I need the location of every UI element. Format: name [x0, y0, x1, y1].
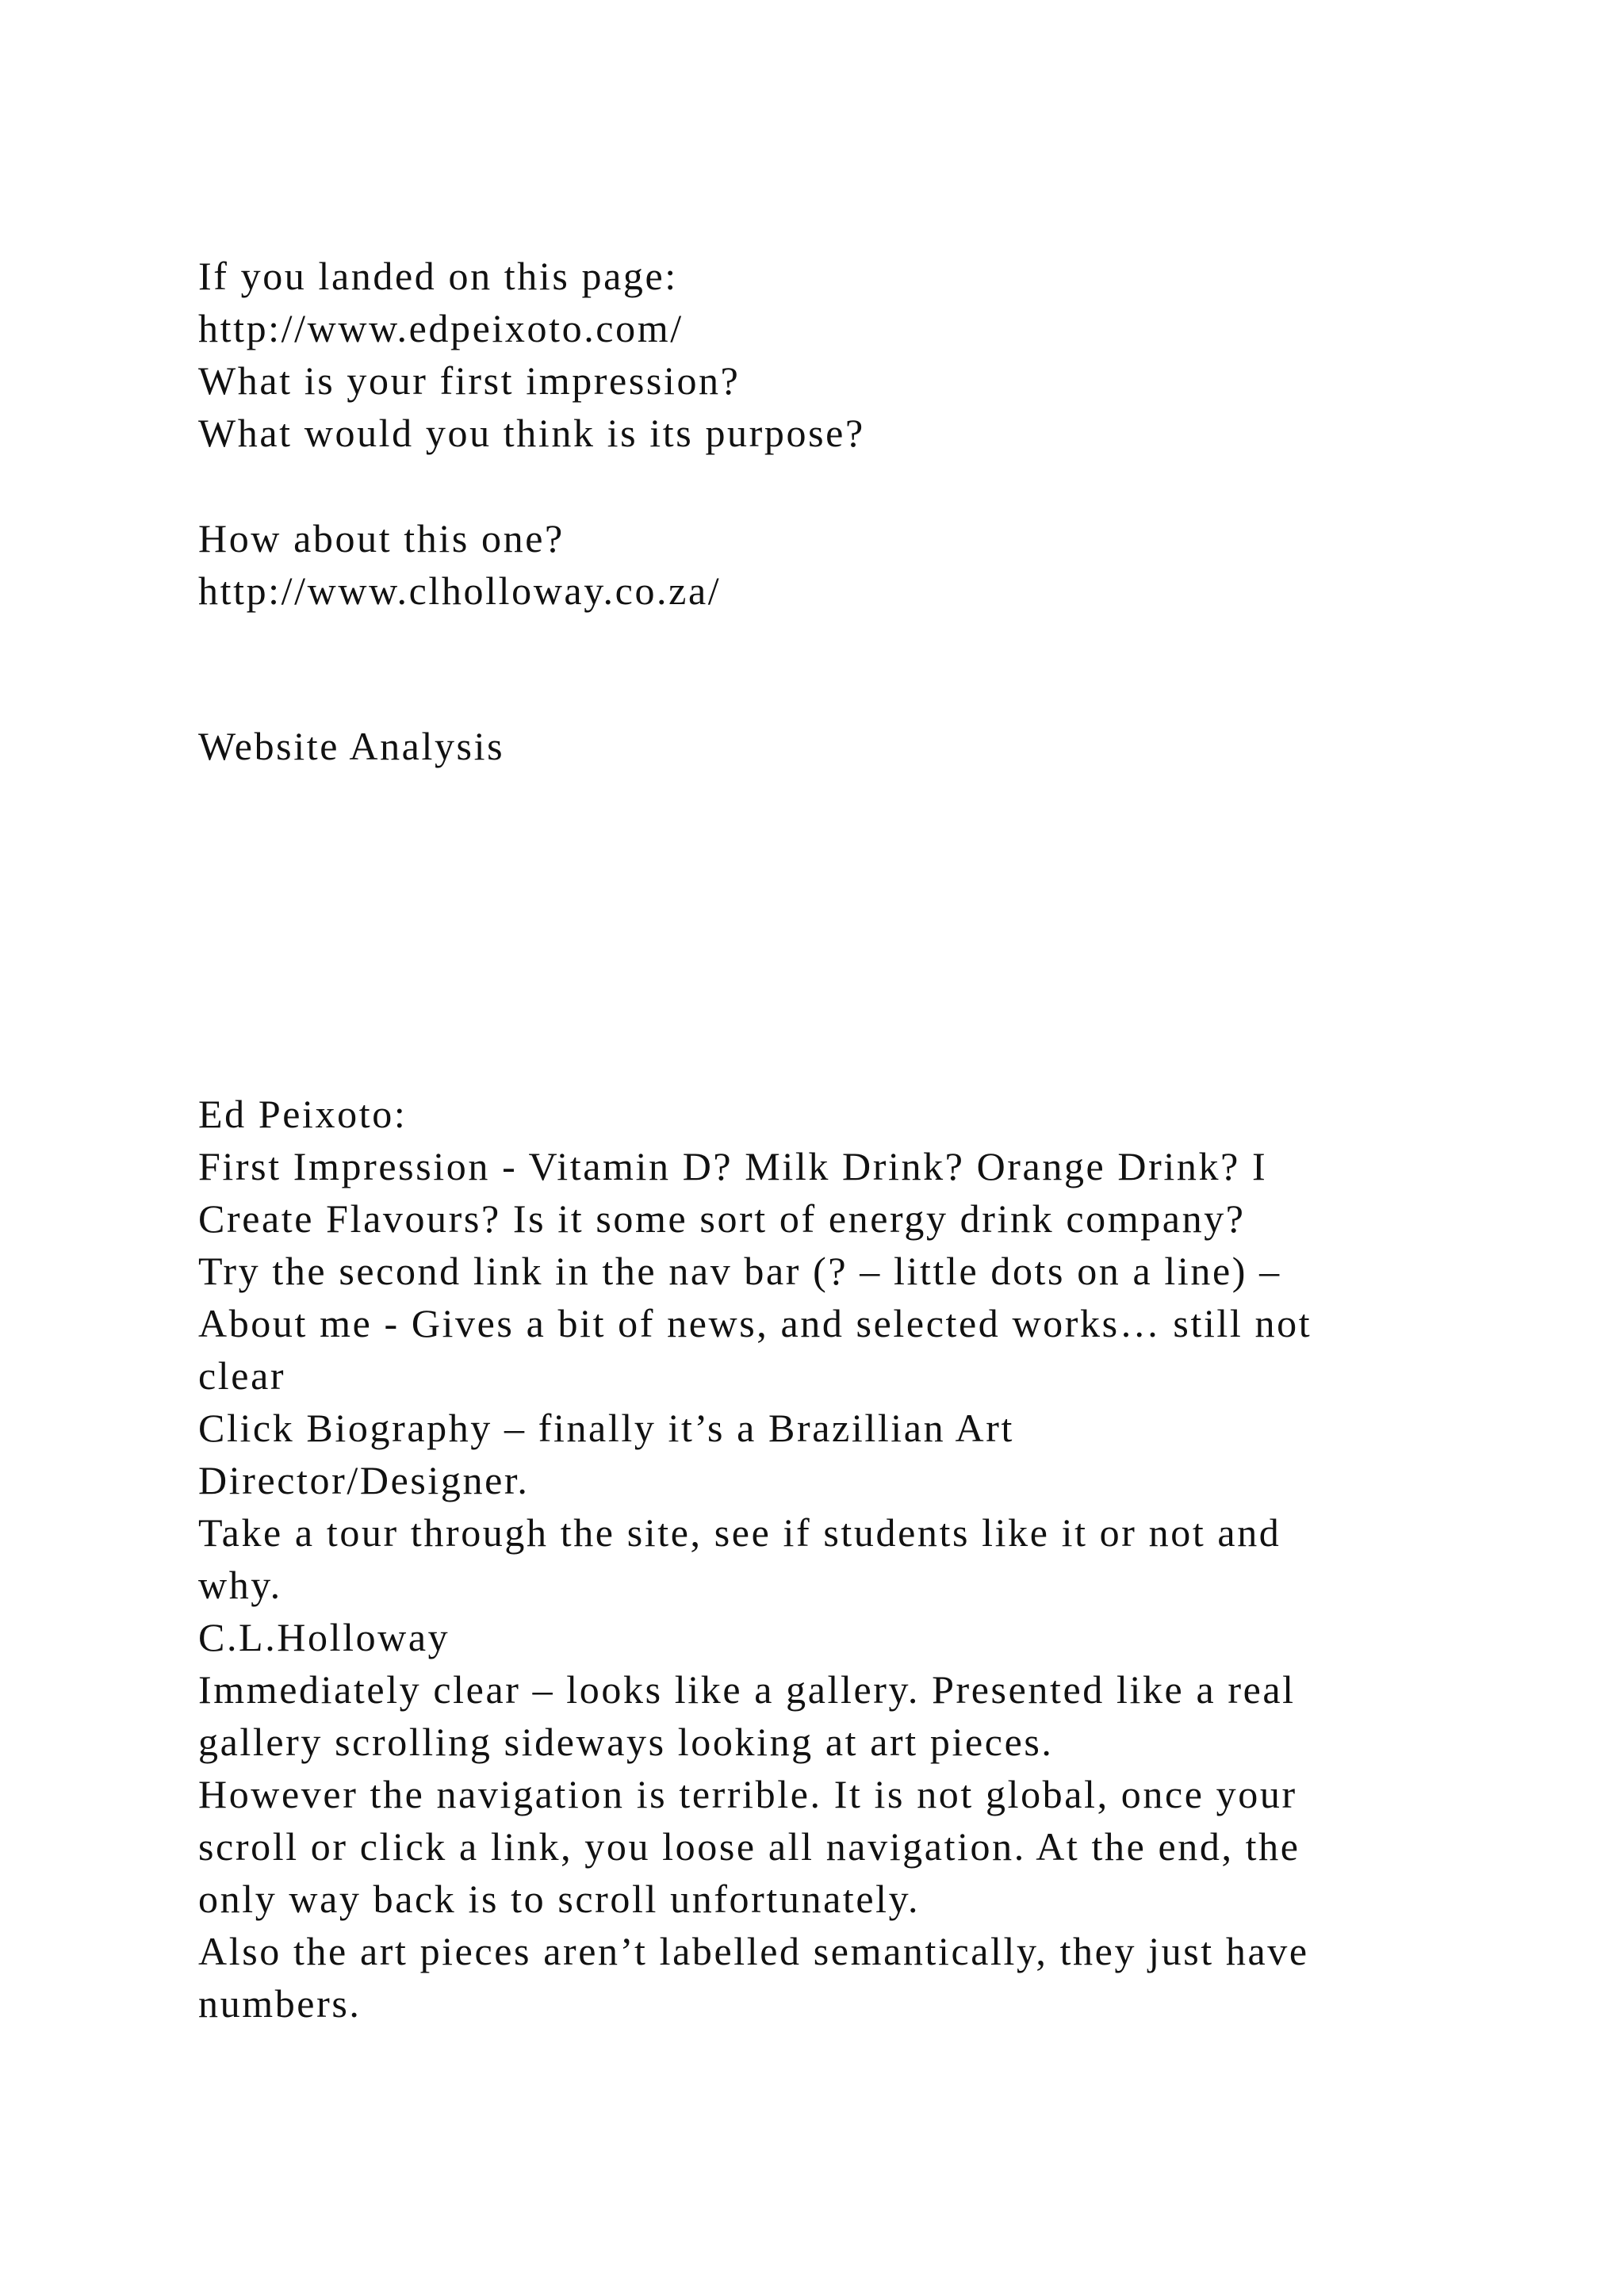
- section-heading: Website Analysis: [198, 724, 505, 768]
- second-site-question: How about this one?: [198, 516, 565, 561]
- ed-nav-line: About me - Gives a bit of news, and selected works… still not: [198, 1301, 1312, 1345]
- clholloway-url: http://www.clholloway.co.za/: [198, 568, 722, 613]
- purpose-question: What would you think is its purpose?: [198, 411, 865, 455]
- ed-peixoto-title: Ed Peixoto:: [198, 1092, 408, 1136]
- holloway-clear-line: gallery scrolling sideways looking at art pieces.: [198, 1720, 1054, 1764]
- ed-nav-line: Try the second link in the nav bar (? – little dots on a line) –: [198, 1249, 1281, 1293]
- holloway-nav-line: However the navigation is terrible. It is not global, once your: [198, 1772, 1297, 1816]
- ed-nav-line: clear: [198, 1353, 286, 1398]
- second-site-section: [198, 512, 1483, 617]
- holloway-nav-line: scroll or click a link, you loose all navigation. At the end, the: [198, 1824, 1300, 1869]
- website-analysis-section: [198, 720, 1483, 772]
- ed-tour-line: why.: [198, 1563, 282, 1607]
- intro-line: If you landed on this page:: [198, 254, 678, 298]
- ed-first-impression-line: First Impression - Vitamin D? Milk Drink? Orange Drink? I: [198, 1144, 1268, 1188]
- holloway-labels-line: numbers.: [198, 1981, 362, 2026]
- ed-first-impression-line: Create Flavours? Is it some sort of energy drink company?: [198, 1196, 1246, 1241]
- first-impression-question: What is your first impression?: [198, 358, 741, 403]
- holloway-title: C.L.Holloway: [198, 1615, 450, 1659]
- ed-tour-line: Take a tour through the site, see if students like it or not and: [198, 1510, 1281, 1555]
- analysis-body: [198, 1088, 1483, 2030]
- edpeixoto-url: http://www.edpeixoto.com/: [198, 306, 684, 350]
- holloway-nav-line: only way back is to scroll unfortunately.: [198, 1877, 921, 1921]
- intro-section: [198, 250, 1483, 459]
- holloway-labels-line: Also the art pieces aren’t labelled semantically, they just have: [198, 1929, 1309, 1973]
- holloway-clear-line: Immediately clear – looks like a gallery. Presented like a real: [198, 1667, 1296, 1712]
- ed-biography-line: Director/Designer.: [198, 1458, 530, 1502]
- ed-biography-line: Click Biography – finally it’s a Brazillian Art: [198, 1406, 1014, 1450]
